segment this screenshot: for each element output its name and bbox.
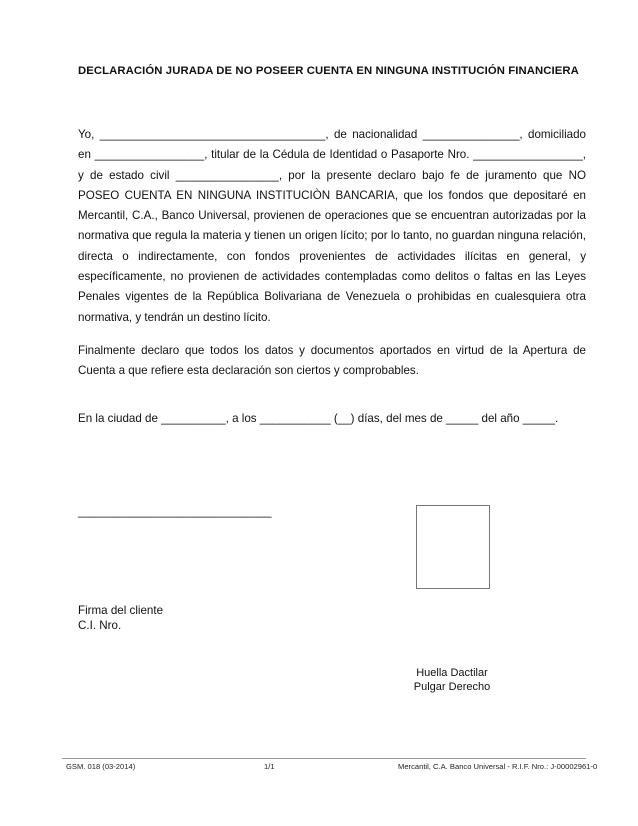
signature-line: ______________________________ <box>78 505 272 518</box>
company-info: Mercantil, C.A. Banco Universal - R.I.F. Nro.: J-00002961-0 <box>398 762 598 771</box>
final-declaration-paragraph: Finalmente declaro que todos los datos y documentos aportados en virtud de la Apertura de Cuenta a que refiere esta declaración son ciertos y comprobables. <box>78 344 586 378</box>
place-date-line: En la ciudad de __________, a los ___________ (__) días, del mes de _____ del año _____. <box>78 412 559 425</box>
id-number-label: C.I. Nro. <box>78 619 122 632</box>
fingerprint-caption <box>400 666 504 694</box>
declaration-paragraph: Yo, ___________________________________, de nacionalidad _______________, domiciliado en _________________, titular de la Cédula de Identidad o Pasaporte Nro. _________________, y de estado civil ________________, por la presente declaro bajo fe de juramento que NO POSEO CUENTA EN NINGUNA INSTITUCIÒN BANCARIA, que los fondos que depositaré en Mercantil, C.A., Banco Universal, provienen de operaciones que se encuentran autorizadas por la normativa que regula la materia y tienen un origen lícito; por lo tanto, no guardan ninguna relación, directa o indirectamente, con fondos provenientes de actividades ilícitas en general, y específicamente, no provienen de actividades contempladas como delitos o faltas en las Leyes Penales vigentes de la República Bolivariana de Venezuela o prohibidas en cualesquiera otra normativa, y tendrán un destino lícito. <box>78 128 586 324</box>
page-number: 1/1 <box>264 762 275 771</box>
form-code: GSM. 018 (03-2014) <box>66 762 136 771</box>
footer-divider <box>62 758 586 759</box>
signature-block <box>78 603 163 633</box>
signature-label: Firma del cliente <box>78 604 164 617</box>
fingerprint-label: Huella Dactilar <box>416 667 488 679</box>
document-title: DECLARACIÓN JURADA DE NO POSEER CUENTA EN NINGUNA INSTITUCIÓN FINANCIERA <box>78 65 579 77</box>
fingerprint-box <box>416 505 490 589</box>
thumb-label: Pulgar Derecho <box>413 681 491 693</box>
